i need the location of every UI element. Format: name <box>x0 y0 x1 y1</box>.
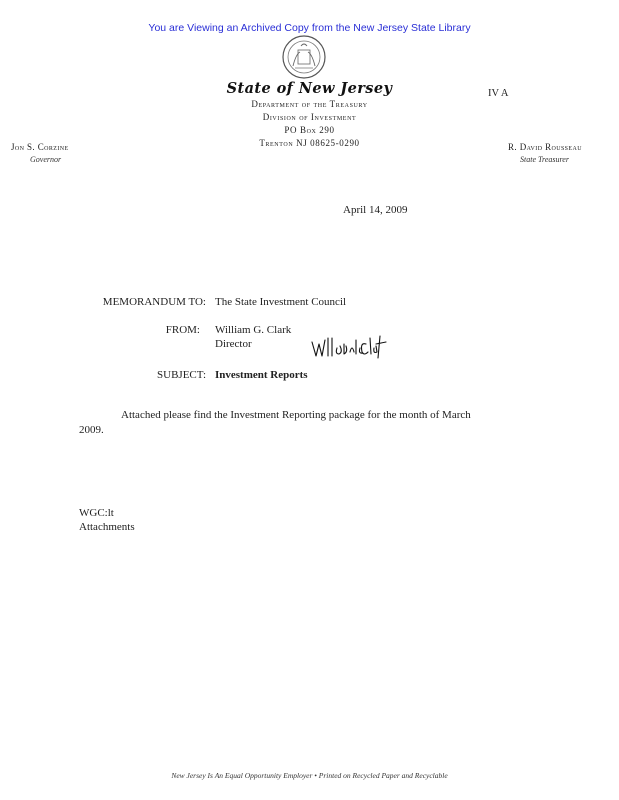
governor-title: Governor <box>30 155 62 164</box>
treasurer-name: R. David Rousseau <box>508 142 582 152</box>
memo-subject-label: SUBJECT: <box>157 369 206 381</box>
archive-banner: You are Viewing an Archived Copy from the New Jersey State Library <box>148 22 471 34</box>
attachments-note: Attachments <box>79 521 135 533</box>
memo-subject-value: Investment Reports <box>215 369 308 381</box>
memo-from-title: Director <box>215 338 252 350</box>
memo-from-label: FROM: <box>165 324 200 336</box>
memo-to-label: MEMORANDUM TO: <box>102 296 206 308</box>
city-line: Trenton NJ 08625-0290 <box>259 138 360 148</box>
state-seal-logo <box>281 34 327 80</box>
handwritten-signature <box>310 330 390 360</box>
body-text-line-2: 2009. <box>79 424 104 436</box>
memo-to-value: The State Investment Council <box>215 296 347 308</box>
body-text-line-1: Attached please find the Investment Reporting package for the month of March <box>121 409 471 421</box>
department-line: Department of the Treasury <box>251 99 368 109</box>
footer-note: New Jersey Is An Equal Opportunity Employer • Printed on Recycled Paper and Recyclable <box>171 771 448 780</box>
treasurer-title: State Treasurer <box>520 155 569 164</box>
memo-from-name: William G. Clark <box>215 324 292 336</box>
document-code: IV A <box>488 88 509 99</box>
po-box-line: PO Box 290 <box>284 125 335 135</box>
division-line: Division of Investment <box>262 112 357 122</box>
state-title: State of New Jersey <box>226 80 393 97</box>
governor-name: Jon S. Corzine <box>11 142 69 152</box>
memo-date: April 14, 2009 <box>343 204 408 216</box>
typist-initials: WGC:lt <box>79 507 114 519</box>
